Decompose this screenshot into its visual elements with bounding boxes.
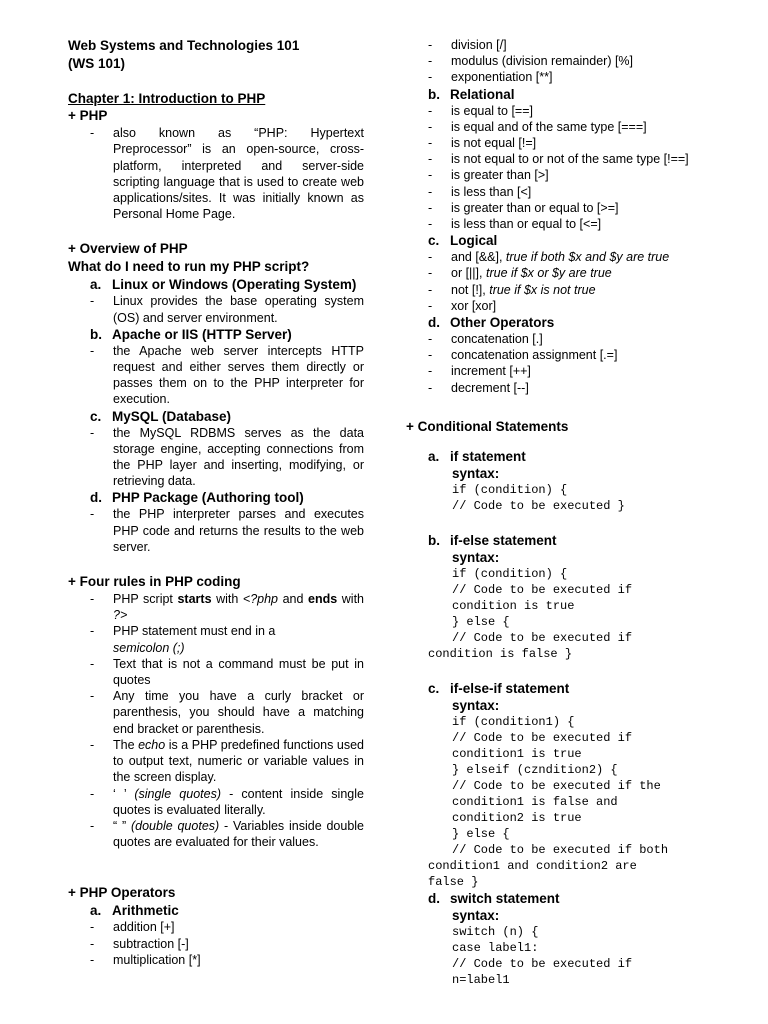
- log-item: - and [&&], true if both $x and $y are true: [428, 250, 670, 265]
- arithmetic-title: a. Arithmetic: [90, 903, 179, 919]
- log-item: - not [!], true if $x is not true: [428, 282, 596, 297]
- overview-item-desc: - Linux provides the base operating system (OS) and server environment.: [90, 294, 364, 325]
- code-line: condition is false }: [428, 646, 573, 661]
- arith-item: - modulus (division remainder) [%]: [428, 54, 634, 69]
- conditionals-heading: + Conditional Statements: [406, 418, 569, 434]
- rule-item: - Text that is not a command must be put in quotes: [90, 656, 364, 688]
- rule-item: - PHP statement must end in a semicolon (;): [90, 624, 276, 655]
- overview-heading: + Overview of PHP: [68, 241, 188, 257]
- rules-heading: + Four rules in PHP coding: [68, 574, 241, 590]
- syntax-label: syntax:: [452, 697, 500, 713]
- code-line: } else {: [452, 614, 510, 629]
- right-column: [406, 37, 706, 988]
- rel-item: - is not equal to or not of the same type [!==]: [428, 152, 689, 167]
- overview-item-desc: - the MySQL RDBMS serves as the data storage engine, accepting connections from the PHP layer and inserting, modifying, or retrieving data.: [90, 425, 364, 489]
- switch-title: d. switch statement: [428, 890, 560, 906]
- rel-item: - is not equal [!=]: [428, 136, 537, 151]
- other-item: - concatenation [.]: [428, 332, 543, 347]
- code-line: case label1:: [452, 940, 539, 955]
- code-line: } else {: [452, 826, 510, 841]
- code-line: // Code to be executed if: [452, 956, 633, 971]
- code-line: n=label1: [452, 972, 510, 987]
- relational-title: b. Relational: [428, 86, 515, 102]
- code-line: false }: [428, 874, 479, 889]
- code-line: if (condition1) {: [452, 714, 575, 729]
- other-operators-title: d. Other Operators: [428, 315, 555, 331]
- code-line: } elseif (czndition2) {: [452, 762, 618, 777]
- rule-item: - The echo is a PHP predefined functions used to output text, numeric or variable values in the screen display.: [90, 737, 365, 785]
- code-line: switch (n) {: [452, 924, 539, 939]
- code-line: // Code to be executed }: [452, 498, 625, 513]
- overview-item-title: d. PHP Package (Authoring tool): [90, 490, 304, 506]
- rule-item: - Any time you have a curly bracket or parenthesis, you should have a matching end bracket or parenthesis.: [90, 689, 364, 736]
- other-item: - decrement [--]: [428, 380, 529, 395]
- code-line: // Code to be executed if: [452, 730, 633, 745]
- code-line: condition1 and condition2 are: [428, 858, 637, 873]
- syntax-label: syntax:: [452, 549, 500, 565]
- syntax-label: syntax:: [452, 465, 500, 481]
- overview-item-desc: - the PHP interpreter parses and executes PHP code and returns the results to the web server.: [90, 507, 364, 554]
- syntax-label: syntax:: [452, 907, 500, 923]
- arith-item: - subtraction [-]: [90, 936, 189, 951]
- if-title: a. if statement: [428, 448, 526, 464]
- log-item: - or [||], true if $x or $y are true: [428, 266, 612, 281]
- rel-item: - is less than [<]: [428, 184, 532, 199]
- rel-item: - is equal and of the same type [===]: [428, 119, 647, 134]
- code-line: if (condition) {: [452, 566, 568, 581]
- rel-item: - is equal to [==]: [428, 103, 534, 118]
- code-line: // Code to be executed if: [452, 582, 633, 597]
- logical-title: c. Logical: [428, 233, 498, 249]
- code-line: condition1 is true: [452, 746, 582, 761]
- overview-item-title: c. MySQL (Database): [90, 408, 232, 424]
- arith-item: - addition [+]: [90, 920, 175, 935]
- overview-item-title: a. Linux or Windows (Operating System): [90, 277, 357, 293]
- rel-item: - is greater than or equal to [>=]: [428, 200, 619, 215]
- rule-item: - ‘ ’ (single quotes) - content inside single quotes is evaluated literally.: [90, 786, 364, 817]
- rule-item: - PHP script starts with <?php and ends with ?>: [90, 592, 364, 623]
- left-column: [68, 37, 364, 968]
- chapter-title: Chapter 1: Introduction to PHP: [68, 91, 266, 106]
- code-line: // Code to be executed if both: [452, 842, 669, 857]
- code-line: if (condition) {: [452, 482, 568, 497]
- course-code: (WS 101): [68, 56, 126, 71]
- rel-item: - is greater than [>]: [428, 168, 549, 183]
- arith-item: - multiplication [*]: [90, 952, 201, 967]
- php-description: - also known as “PHP: Hypertext Preprocessor” is an open-source, cross-platform, interpreted and server-side scripting language that is used to create web applications/sites. It was initially known as Personal Home Page.: [90, 126, 364, 222]
- code-line: condition is true: [452, 598, 575, 613]
- rule-item: - “ ” (double quotes) - Variables inside double quotes are evaluated for their values.: [90, 818, 364, 850]
- php-heading: + PHP: [68, 108, 108, 124]
- if-else-if-title: c. if-else-if statement: [428, 680, 570, 696]
- overview-item-desc: - the Apache web server intercepts HTTP request and either serves them directly or passes them on to the PHP interpreter for execution.: [90, 343, 364, 407]
- rel-item: - is less than or equal to [<=]: [428, 217, 602, 232]
- arith-item: - exponentiation [**]: [428, 70, 553, 85]
- other-item: - increment [++]: [428, 364, 531, 379]
- code-line: // Code to be executed if: [452, 630, 633, 645]
- doc-title: Web Systems and Technologies 101: [68, 38, 300, 53]
- other-item: - concatenation assignment [.=]: [428, 348, 618, 363]
- operators-heading: + PHP Operators: [68, 885, 176, 901]
- overview-item-title: b. Apache or IIS (HTTP Server): [90, 326, 292, 342]
- code-line: condition2 is true: [452, 810, 582, 825]
- code-line: condition1 is false and: [452, 794, 618, 809]
- code-line: // Code to be executed if the: [452, 778, 661, 793]
- arith-item: - division [/]: [428, 38, 507, 52]
- log-item: - xor [xor]: [428, 298, 497, 313]
- if-else-title: b. if-else statement: [428, 532, 557, 548]
- overview-question: What do I need to run my PHP script?: [68, 259, 310, 275]
